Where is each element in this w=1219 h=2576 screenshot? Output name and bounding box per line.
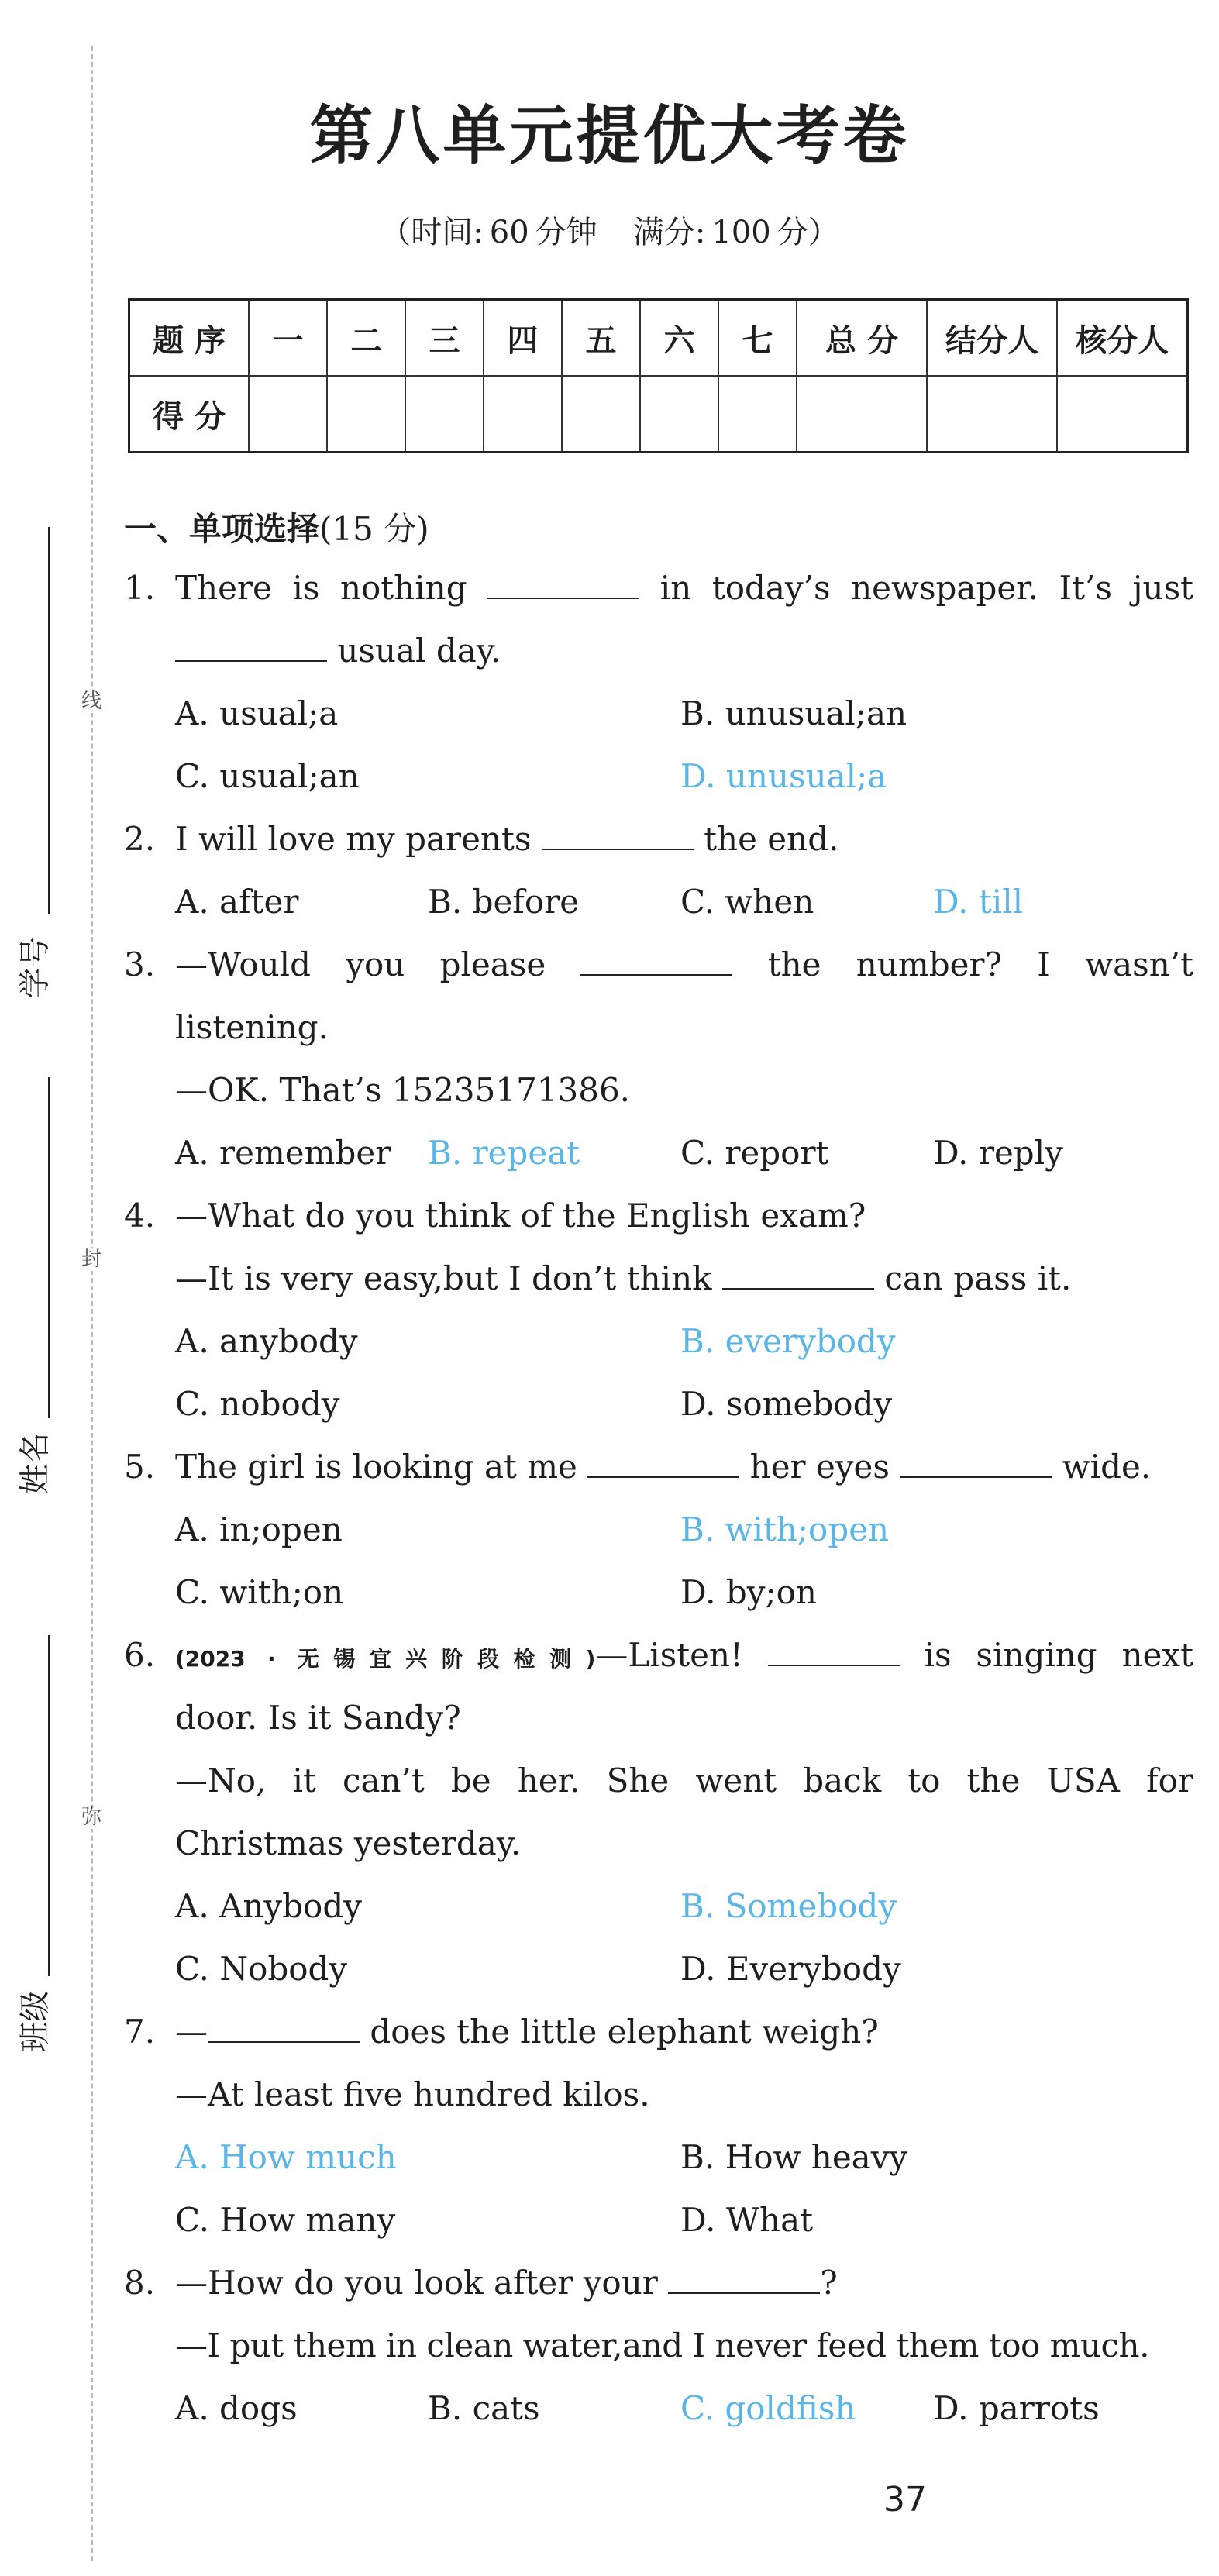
option-a[interactable]: A. after (175, 883, 299, 921)
option-b[interactable]: B. cats (428, 2389, 540, 2427)
answer-blank[interactable] (487, 570, 639, 599)
question-2-stem: 2. I will love my parents the end. (124, 820, 839, 858)
score-cell[interactable] (405, 376, 484, 453)
score-table-score-row: 得 分 (129, 376, 1188, 453)
score-cell[interactable] (718, 376, 797, 453)
question-1-stem: 1. There is nothing in today’s newspaper. It’s just (124, 569, 1194, 607)
option-c[interactable]: C. when (680, 883, 814, 921)
option-d[interactable]: D. reply (933, 1134, 1063, 1172)
score-cell[interactable] (562, 376, 640, 453)
answer-blank[interactable] (542, 821, 694, 850)
option-b-answer[interactable]: B. repeat (428, 1134, 580, 1172)
question-7-reply: —At least five hundred kilos. (175, 2075, 650, 2113)
option-a[interactable]: A. anybody (175, 1322, 358, 1360)
answer-blank[interactable] (587, 1448, 739, 1478)
option-c[interactable]: C. nobody (175, 1385, 340, 1423)
option-c[interactable]: C. report (680, 1134, 829, 1172)
answer-blank[interactable] (580, 946, 732, 976)
option-a[interactable]: A. dogs (175, 2389, 298, 2427)
student-id-label: 学号 (17, 936, 53, 999)
question-6-reply: —No, it can’t be her. She went back to the USA for (175, 1762, 1193, 1799)
option-a[interactable]: A. usual;a (175, 694, 339, 732)
option-b-answer[interactable]: B. Somebody (680, 1887, 897, 1925)
option-b[interactable]: B. before (428, 883, 580, 921)
score-cell[interactable] (1057, 376, 1188, 453)
answer-blank[interactable] (768, 1637, 900, 1666)
answer-blank[interactable] (175, 632, 327, 662)
question-3-reply: —OK. That’s 15235171386. (175, 1071, 631, 1109)
answer-blank[interactable] (900, 1448, 1052, 1478)
answer-blank[interactable] (208, 2013, 360, 2043)
option-c[interactable]: C. Nobody (175, 1950, 348, 1988)
answer-blank[interactable] (668, 2264, 820, 2294)
binding-mark-seal: 封 (81, 1248, 102, 1271)
page-title: 第八单元提优大考卷 (309, 99, 910, 173)
page-number: 37 (883, 2480, 927, 2519)
question-1-stem-cont: usual day. (124, 632, 1193, 670)
option-c[interactable]: C. How many (175, 2201, 396, 2239)
question-3-stem-cont: listening. (175, 1008, 329, 1046)
answer-blank[interactable] (722, 1260, 874, 1290)
option-d-answer[interactable]: D. till (933, 883, 1024, 921)
score-cell[interactable] (484, 376, 562, 453)
option-a-answer[interactable]: A. How much (175, 2138, 397, 2176)
option-b[interactable]: B. unusual;an (680, 694, 907, 732)
option-d[interactable]: D. by;on (680, 1573, 817, 1611)
score-cell[interactable] (327, 376, 405, 453)
score-cell[interactable] (797, 376, 927, 453)
option-c[interactable]: C. usual;an (175, 757, 360, 795)
option-a[interactable]: A. Anybody (175, 1887, 362, 1925)
student-name-label: 姓名 (17, 1432, 53, 1495)
option-b-answer[interactable]: B. with;open (680, 1510, 890, 1548)
option-b[interactable]: B. How heavy (680, 2138, 908, 2176)
option-c[interactable]: C. with;on (175, 1573, 344, 1611)
question-5-stem: 5. The girl is looking at me her eyes wide. (124, 1448, 1152, 1486)
question-7-stem: 7. — does the little elephant weigh? (124, 2013, 879, 2051)
option-d-answer[interactable]: D. unusual;a (680, 757, 887, 795)
option-c-answer[interactable]: C. goldfish (680, 2389, 856, 2427)
binding-mark-line: 线 (81, 690, 102, 713)
binding-mark-closure: 弥 (81, 1806, 102, 1829)
score-cell[interactable] (249, 376, 327, 453)
option-d[interactable]: D. parrots (933, 2389, 1100, 2427)
option-a[interactable]: A. in;open (175, 1510, 343, 1548)
option-d[interactable]: D. Everybody (680, 1950, 901, 1988)
question-source: (2023 · 无锡宜兴阶段检测) (175, 1646, 596, 1672)
binding-dashed-line (91, 46, 93, 2561)
question-4-stem: 4. —What do you think of the English exam? (124, 1197, 866, 1235)
score-cell[interactable] (927, 376, 1057, 453)
option-a[interactable]: A. remember (175, 1134, 391, 1172)
question-4-stem-cont: —It is very easy,but I don’t think can pass it. (175, 1259, 1072, 1297)
question-8-stem: 8. —How do you look after your ? (124, 2264, 838, 2302)
score-table-header-row: 题 序 一 二 三 四 五 六 七 总 分 结分人 核分人 (129, 300, 1188, 377)
score-cell[interactable] (640, 376, 718, 453)
exam-info: （时间: 60 分钟 满分: 100 分） (380, 215, 839, 250)
class-label: 班级 (17, 1990, 53, 2053)
question-6-stem: 6. (2023 · 无锡宜兴阶段检测)—Listen! is singing next (124, 1636, 1193, 1674)
score-table (128, 298, 1189, 453)
option-b-answer[interactable]: B. everybody (680, 1322, 896, 1360)
section-heading: 一、单项选择(15 分) (124, 510, 429, 548)
question-6-reply-cont: Christmas yesterday. (175, 1824, 522, 1862)
option-d[interactable]: D. What (680, 2201, 814, 2239)
question-6-stem-cont: door. Is it Sandy? (175, 1699, 461, 1737)
question-3-stem: 3. —Would you please the number? I wasn’t (124, 945, 1193, 983)
option-d[interactable]: D. somebody (680, 1385, 893, 1423)
question-8-reply: —I put them in clean water,and I never feed them too much. (175, 2326, 1149, 2364)
